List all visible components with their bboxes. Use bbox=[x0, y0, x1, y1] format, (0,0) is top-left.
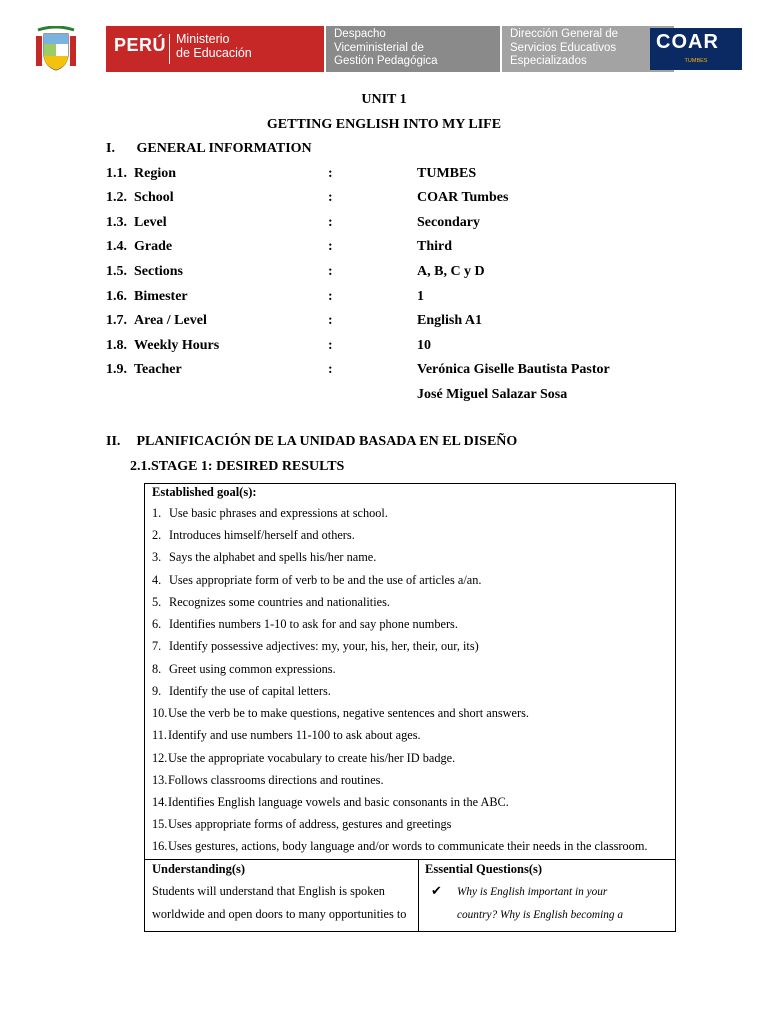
info-label: Weekly Hours bbox=[134, 338, 220, 353]
coat-of-arms-icon bbox=[30, 26, 82, 72]
info-value: TUMBES bbox=[417, 166, 477, 181]
direccion-block bbox=[502, 26, 674, 72]
goal-text: Identify possessive adjectives: my, your, his, her, their, our, its) bbox=[169, 639, 479, 653]
goal-num: 8. bbox=[152, 662, 162, 676]
info-label: School bbox=[134, 190, 174, 205]
goal-text: Uses appropriate forms of address, gestures and greetings bbox=[168, 817, 452, 831]
goal-num: 13. bbox=[152, 773, 168, 787]
section-number: I. bbox=[106, 141, 115, 156]
goal-text: Use basic phrases and expressions at school. bbox=[169, 506, 388, 520]
goal-item bbox=[152, 773, 672, 788]
goal-num: 14. bbox=[152, 795, 168, 809]
understanding-line: Students will understand that English is spoken bbox=[152, 884, 385, 898]
info-colon: : bbox=[328, 215, 333, 230]
info-colon: : bbox=[328, 264, 333, 279]
info-row-teacher bbox=[106, 362, 726, 382]
info-label: Grade bbox=[134, 239, 173, 254]
peru-divider bbox=[169, 34, 170, 64]
goal-item bbox=[152, 528, 672, 543]
goal-item bbox=[152, 506, 672, 521]
info-value: English A1 bbox=[417, 313, 482, 328]
goal-text: Greet using common expressions. bbox=[169, 662, 336, 676]
goal-num: 11. bbox=[152, 728, 167, 742]
goal-num: 7. bbox=[152, 639, 162, 653]
goal-item bbox=[152, 595, 672, 610]
goal-item bbox=[152, 795, 672, 810]
section-number: II. bbox=[106, 434, 121, 449]
goal-num: 10. bbox=[152, 706, 168, 720]
goal-item bbox=[152, 817, 672, 832]
info-colon: : bbox=[328, 338, 333, 353]
info-value: 1 bbox=[417, 289, 424, 304]
goal-text: Uses gestures, actions, body language and/or words to communicate their needs in the classroom. bbox=[168, 839, 648, 853]
peru-label: PERÚ bbox=[114, 35, 167, 55]
info-row-area-level bbox=[106, 313, 726, 333]
goal-text: Recognizes some countries and nationalities. bbox=[169, 595, 390, 609]
goal-text: Use the appropriate vocabulary to create his/her ID badge. bbox=[168, 751, 456, 765]
goals-title: Established goal(s): bbox=[152, 485, 257, 499]
goal-num: 15. bbox=[152, 817, 168, 831]
info-num: 1.3. bbox=[106, 215, 127, 230]
goal-num: 1. bbox=[152, 506, 162, 520]
info-label: Area / Level bbox=[134, 313, 207, 328]
goal-num: 9. bbox=[152, 684, 162, 698]
table-divider bbox=[145, 859, 675, 860]
goal-num: 4. bbox=[152, 573, 162, 587]
goal-num: 5. bbox=[152, 595, 162, 609]
coar-logo-sub: TUMBES bbox=[684, 58, 708, 64]
info-row-level bbox=[106, 215, 726, 235]
understandings-header: Understanding(s) bbox=[152, 862, 246, 876]
essential-questions-header: Essential Questions(s) bbox=[425, 862, 543, 876]
goal-num: 3. bbox=[152, 550, 162, 564]
ministerio-label: Ministerio de Educación bbox=[176, 32, 252, 60]
info-colon: : bbox=[328, 313, 333, 328]
goal-text: Says the alphabet and spells his/her name. bbox=[169, 550, 377, 564]
goal-item bbox=[152, 617, 672, 632]
info-num: 1.2. bbox=[106, 190, 127, 205]
info-colon: : bbox=[328, 190, 333, 205]
despacho-block bbox=[326, 26, 500, 72]
info-label: Sections bbox=[134, 264, 183, 279]
goal-item bbox=[152, 639, 672, 654]
section-planificacion bbox=[106, 434, 517, 450]
coar-logo-text: COAR bbox=[656, 31, 719, 53]
section-heading: GENERAL INFORMATION bbox=[136, 141, 312, 156]
info-row-teacher-2 bbox=[106, 387, 726, 407]
info-row-weekly-hours bbox=[106, 338, 726, 358]
unit-subtitle: GETTING ENGLISH INTO MY LIFE bbox=[266, 117, 502, 132]
goal-text: Use the verb be to make questions, negative sentences and short answers. bbox=[168, 706, 529, 720]
goal-num: 16. bbox=[152, 839, 168, 853]
goal-item bbox=[152, 662, 672, 677]
essential-question-line: Why is English important in your bbox=[457, 886, 608, 898]
info-num: 1.6. bbox=[106, 289, 127, 304]
info-num: 1.8. bbox=[106, 338, 127, 353]
goal-text: Identify and use numbers 11-100 to ask about ages. bbox=[168, 728, 421, 742]
info-colon: : bbox=[328, 166, 333, 181]
info-colon: : bbox=[328, 289, 333, 304]
coar-logo bbox=[650, 28, 742, 70]
goal-num: 2. bbox=[152, 528, 162, 542]
goal-item bbox=[152, 684, 672, 699]
info-value: Third bbox=[417, 239, 453, 254]
info-colon: : bbox=[328, 239, 333, 254]
info-num: 1.9. bbox=[106, 362, 127, 377]
info-num: 1.1. bbox=[106, 166, 127, 181]
goal-num: 12. bbox=[152, 751, 168, 765]
peru-ministerio-block bbox=[106, 26, 324, 72]
info-num: 1.7. bbox=[106, 313, 127, 328]
info-colon: : bbox=[328, 362, 333, 377]
info-value: Secondary bbox=[417, 215, 480, 230]
info-value: COAR Tumbes bbox=[417, 190, 509, 205]
goal-text: Follows classrooms directions and routines. bbox=[168, 773, 384, 787]
goal-item bbox=[152, 751, 672, 766]
understanding-line: worldwide and open doors to many opportunities to bbox=[152, 907, 407, 921]
info-value: José Miguel Salazar Sosa bbox=[417, 387, 568, 402]
goal-text: Identifies numbers 1-10 to ask for and say phone numbers. bbox=[169, 617, 458, 631]
info-row-grade bbox=[106, 239, 726, 259]
info-num: 1.4. bbox=[106, 239, 127, 254]
info-label: Bimester bbox=[134, 289, 188, 304]
info-label: Level bbox=[134, 215, 167, 230]
info-num: 1.5. bbox=[106, 264, 127, 279]
section-general-info bbox=[106, 141, 312, 157]
stage-heading: 2.1.STAGE 1: DESIRED RESULTS bbox=[130, 459, 345, 474]
info-row-bimester bbox=[106, 289, 726, 309]
goal-item bbox=[152, 839, 672, 854]
unit-title: UNIT 1 bbox=[361, 92, 407, 107]
goal-text: Uses appropriate form of verb to be and the use of articles a/an. bbox=[169, 573, 482, 587]
info-value: 10 bbox=[417, 338, 431, 353]
info-label: Teacher bbox=[134, 362, 182, 377]
goal-item bbox=[152, 728, 672, 743]
info-row-region bbox=[106, 166, 726, 186]
goal-text: Identifies English language vowels and basic consonants in the ABC. bbox=[168, 795, 509, 809]
column-divider bbox=[418, 859, 419, 932]
goal-item bbox=[152, 573, 672, 588]
desired-results-table bbox=[144, 483, 676, 932]
goal-text: Introduces himself/herself and others. bbox=[169, 528, 355, 542]
checkmark-icon: ✔ bbox=[431, 883, 442, 898]
despacho-label: Despacho Viceministerial de Gestión Pedagógica bbox=[334, 28, 438, 67]
info-label: Region bbox=[134, 166, 176, 181]
goal-item bbox=[152, 706, 672, 721]
goal-item bbox=[152, 550, 672, 565]
essential-question-line: country? Why is English becoming a bbox=[457, 909, 623, 921]
info-value: Verónica Giselle Bautista Pastor bbox=[417, 362, 610, 377]
direccion-label: Dirección General de Servicios Educativos Especializados bbox=[510, 28, 619, 67]
header-banner bbox=[30, 26, 742, 72]
goal-text: Identify the use of capital letters. bbox=[169, 684, 331, 698]
info-row-sections bbox=[106, 264, 726, 284]
section-heading: PLANIFICACIÓN DE LA UNIDAD BASADA EN EL DISEÑO bbox=[136, 434, 518, 449]
info-value: A, B, C y D bbox=[417, 264, 485, 279]
goal-num: 6. bbox=[152, 617, 162, 631]
info-row-school bbox=[106, 190, 726, 210]
